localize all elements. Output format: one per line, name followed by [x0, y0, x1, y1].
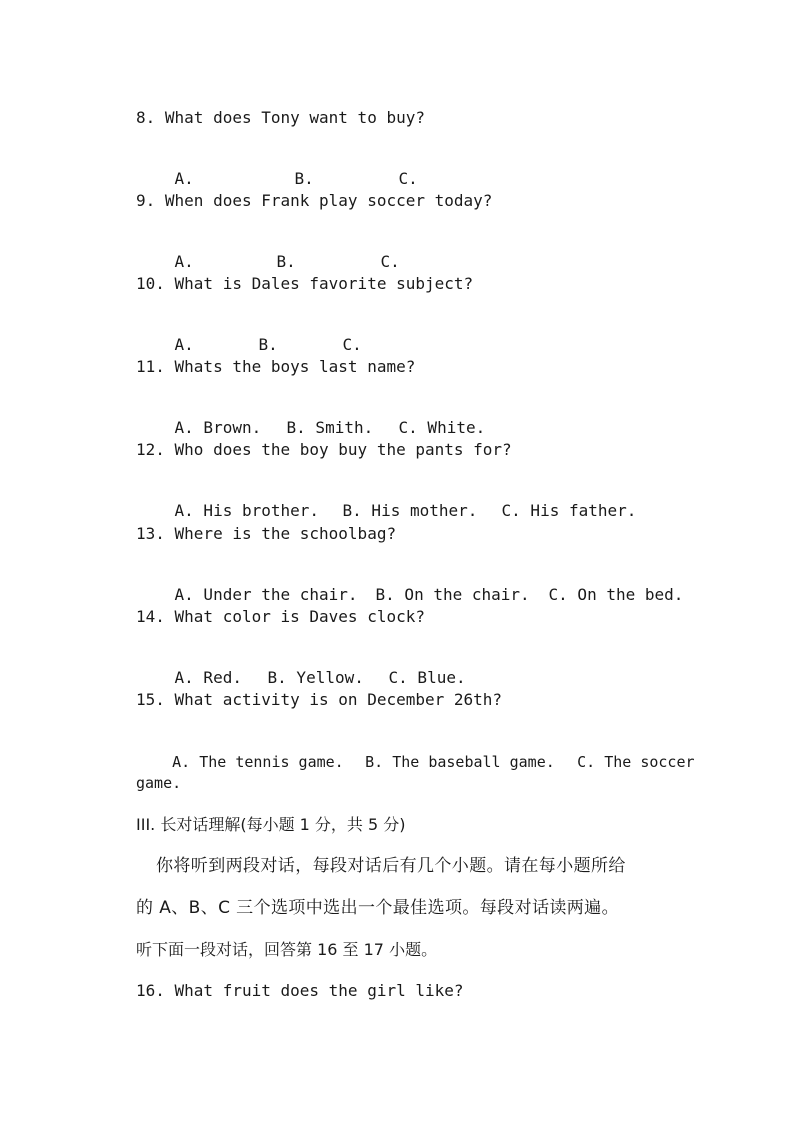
option-b: B. Yellow. [267, 668, 364, 687]
option-c: C. White. [398, 418, 486, 437]
question-15-options [136, 732, 695, 792]
option-c: C. Blue. [388, 668, 466, 687]
option-a: A. Under the chair. [174, 585, 358, 604]
option-a: A. Red. [174, 668, 242, 687]
question-9: 9. When does Frank play soccer today? [136, 191, 493, 210]
option-b: B. [276, 252, 296, 271]
option-c: C. [398, 169, 418, 188]
section-instruction-1: 你将听到两段对话，每段对话后有几个小题。请在每小题所给 [156, 856, 626, 876]
question-15: 15. What activity is on December 26th? [136, 690, 503, 709]
option-a: A. [174, 169, 194, 188]
question-13: 13. Where is the schoolbag? [136, 524, 397, 543]
option-b: B. [294, 169, 314, 188]
option-b: B. The baseball game. [365, 753, 555, 771]
question-15-continuation: game. [136, 774, 182, 792]
option-a: A. Brown. [174, 418, 262, 437]
question-14: 14. What color is Daves clock? [136, 607, 425, 626]
section-instruction-2: 的 A、B、C 三个选项中选出一个最佳选项。每段对话读两遍。 [136, 898, 619, 918]
option-c: C. [342, 335, 362, 354]
option-c: C. [380, 252, 400, 271]
option-b: B. On the chair. [375, 585, 530, 604]
option-b: B. [258, 335, 278, 354]
option-a: A. [174, 335, 194, 354]
option-c: C. The soccer [577, 753, 695, 771]
option-c: C. His father. [501, 501, 637, 520]
option-b: B. His mother. [342, 501, 478, 520]
question-12: 12. Who does the boy buy the pants for? [136, 440, 512, 459]
section-heading: III. 长对话理解(每小题 1 分，共 5 分) [136, 815, 406, 834]
question-11: 11. Whats the boys last name? [136, 357, 416, 376]
question-10: 10. What is Dales favorite subject? [136, 274, 474, 293]
question-8: 8. What does Tony want to buy? [136, 108, 425, 127]
option-a: A. [174, 252, 194, 271]
question-16: 16. What fruit does the girl like? [136, 981, 464, 1000]
section-subinstruction: 听下面一段对话，回答第 16 至 17 小题。 [136, 940, 438, 959]
option-c: C. On the bed. [548, 585, 684, 604]
option-a: A. His brother. [174, 501, 320, 520]
option-b: B. Smith. [286, 418, 374, 437]
option-a: A. The tennis game. [172, 753, 344, 771]
